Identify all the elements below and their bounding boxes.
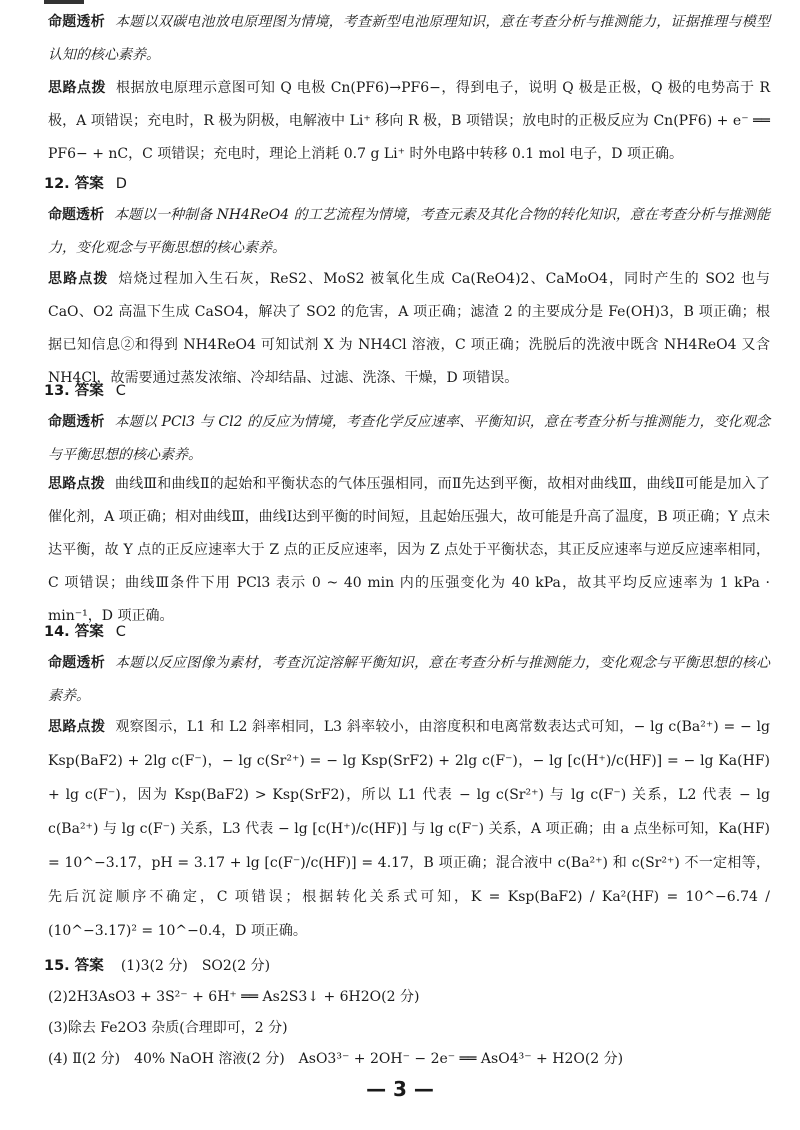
q13-hint — [48, 468, 770, 633]
q11-hint — [48, 72, 770, 171]
q12-answer-heading — [44, 169, 127, 199]
page-number: — 3 — — [366, 1077, 434, 1101]
q14-analysis-label: 命题透析 — [48, 655, 105, 671]
q13-hint-text: 曲线Ⅲ和曲线Ⅱ的起始和平衡状态的气体压强相同，而Ⅱ先达到平衡，故相对曲线Ⅲ，曲线Ⅱ可能是加入了催化剂，A 项正确；相对曲线Ⅲ，曲线Ⅰ达到平衡的时间短，且起始压强大，故可能是升高了温度，B 项正确；Y 点未达平衡，故 Y 点的正反应速率大于 Z 点的正反应速率，因为 Z 点处于平衡状态，其正反应速率与逆反应速率相同，C 项错误；曲线Ⅲ条件下用 PCl3 表示 0 ~ 40 min 内的压强变化为 40 kPa，故其平均反应速率为 1 kPa · min⁻¹，D 项正确。 — [48, 476, 771, 624]
q13-analysis-text: 本题以 PCl3 与 Cl2 的反应为情境，考查化学反应速率、平衡知识，意在考查分析与推测能力，变化观念与平衡思想的核心素养。 — [48, 414, 771, 463]
q12-hint-text: 焙烧过程加入生石灰，ReS2、MoS2 被氧化生成 Ca(ReO4)2、CaMoO4，同时产生的 SO2 也与 CaO、O2 高温下生成 CaSO4，解决了 SO2 的危害，A 项正确；滤渣 2 的主要成分是 Fe(OH)3，B 项正确；根据已知信息②和得到 NH4ReO4 可知试剂 X 为 NH4Cl 溶液，C 项正确；洗脱后的洗液中既含 NH4ReO4 又含 NH4Cl，故需要通过蒸发浓缩、冷却结晶、过滤、洗涤、干燥，D 项错误。 — [48, 271, 771, 386]
q14-analysis-text: 本题以反应图像为素材，考查沉淀溶解平衡知识，意在考查分析与推测能力，变化观念与平衡思想的核心素养。 — [48, 655, 771, 704]
q12-answer-value: D — [115, 176, 127, 192]
q13-answer-value: C — [115, 383, 126, 399]
q11-hint-label: 思路点拨 — [48, 80, 106, 96]
q13-analysis — [48, 406, 770, 472]
q14-hint-label: 思路点拨 — [48, 719, 106, 735]
q12-hint — [48, 263, 770, 395]
q13-answer-label: 13. 答案 — [44, 383, 104, 399]
q12-analysis-label: 命题透析 — [48, 207, 105, 223]
q13-answer-heading — [44, 376, 126, 406]
q11-analysis-text: 本题以双碳电池放电原理图为情境，考查新型电池原理知识，意在考查分析与推测能力，证据推理与模型认知的核心素养。 — [48, 14, 771, 63]
q15-answer-heading — [44, 951, 270, 981]
q12-hint-label: 思路点拨 — [48, 271, 109, 287]
q14-answer-value: C — [115, 624, 126, 640]
q12-analysis-text: 本题以一种制备 NH4ReO4 的工艺流程为情境，考查元素及其化合物的转化知识，意在考查分析与推测能力，变化观念与平衡思想的核心素养。 — [48, 207, 770, 256]
q15-part1: (1)3(2 分) SO2(2 分) — [120, 958, 271, 974]
q14-hint-text: 观察图示，L1 和 L2 斜率相同，L3 斜率较小，由溶度积和电离常数表达式可知，− lg c(Ba²⁺) = − lg Ksp(BaF2) + 2lg c(F⁻)，− lg c(Sr²⁺) = − lg Ksp(SrF2) + 2lg c(F⁻)，− lg [c(H⁺)/c(HF)] = − lg Ka(HF) + lg c(F⁻)，因为 Ksp(BaF2) > Ksp(SrF2)，所以 L1 代表 − lg c(Sr²⁺) 与 lg c(F⁻) 关系，L2 代表 − lg c(Ba²⁺) 与 lg c(F⁻) 关系，L3 代表 − lg [c(H⁺)/c(HF)] 与 lg c(F⁻) 关系，A 项正确；由 a 点坐标可知，Ka(HF) = 10^−3.17，pH = 3.17 + lg [c(F⁻)/c(HF)] = 4.17，B 项正确；混合液中 c(Ba²⁺) 和 c(Sr²⁺) 不一定相等，先后沉淀顺序不确定，C 项错误；根据转化关系式可知，K = Ksp(BaF2) / Ka²(HF) = 10^−6.74 / (10^−3.17)² = 10^−0.4，D 项正确。 — [48, 719, 771, 939]
q15-answer-label: 15. 答案 — [44, 958, 104, 974]
q13-hint-label: 思路点拨 — [48, 476, 105, 492]
clipped-top-text — [44, 0, 84, 4]
q14-answer-label: 14. 答案 — [44, 624, 104, 640]
q11-analysis-label: 命题透析 — [48, 14, 105, 30]
q13-analysis-label: 命题透析 — [48, 414, 105, 430]
q14-answer-heading — [44, 617, 126, 647]
q15-part2: (2)2H3AsO3 + 3S²⁻ + 6H⁺ ══ As2S3↓ + 6H2O(2 分) — [48, 989, 420, 1005]
q15-part4: (4) Ⅱ(2 分) 40% NaOH 溶液(2 分) AsO3³⁻ + 2OH⁻ − 2e⁻ ══ AsO4³⁻ + H2O(2 分) — [48, 1051, 624, 1067]
q12-analysis — [48, 199, 770, 265]
q11-analysis — [48, 6, 770, 72]
q14-hint — [48, 710, 770, 948]
q11-hint-text: 根据放电原理示意图可知 Q 电极 Cn(PF6)→PF6−，得到电子，说明 Q 极是正极，Q 极的电势高于 R 极，A 项错误；充电时，R 极为阴极，电解液中 Li⁺ 移向 R 极，B 项错误；放电时的正极反应为 Cn(PF6) + e⁻ ══ PF6− + nC，C 项错误；充电时，理论上消耗 0.7 g Li⁺ 时外电路中转移 0.1 mol 电子，D 项正确。 — [48, 80, 771, 162]
q15-part3: (3)除去 Fe2O3 杂质(合理即可，2 分) — [48, 1020, 288, 1036]
q14-analysis — [48, 647, 770, 713]
q12-answer-label: 12. 答案 — [44, 176, 104, 192]
